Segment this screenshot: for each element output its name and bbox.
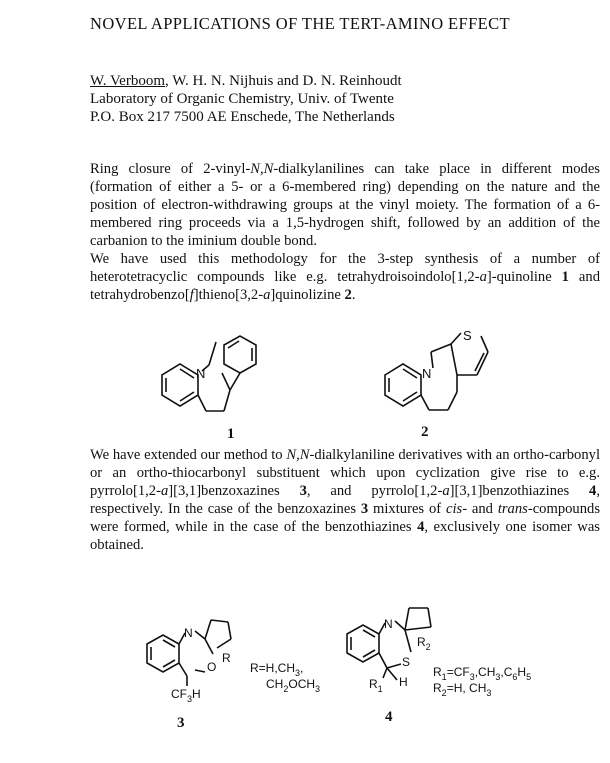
structure-1-diagram <box>140 325 270 445</box>
author-line <box>90 72 402 90</box>
author-block <box>90 72 402 126</box>
text-run: Ring closure of 2-vinyl- <box>90 161 251 177</box>
compound-number: 4 <box>417 519 425 535</box>
text-run: We have used this methodology for the 3-step synthesis of a number of heterotetracyclic compounds like e.g. tetrahydroisoindolo[1,2- <box>90 251 600 285</box>
nitrogen-atom: N <box>422 366 432 381</box>
compound-number: 2 <box>344 287 352 303</box>
r-definition-line-1: $R=H,CH_3$, <box>250 661 304 678</box>
compound-number: 3 <box>299 483 307 499</box>
italic-text: a <box>442 483 450 499</box>
compound-label-3: 3 <box>177 715 185 731</box>
sulfur-atom: S <box>402 655 411 669</box>
paragraph-1 <box>90 160 600 304</box>
text-run: mixtures of <box>368 501 446 517</box>
affiliation: Laboratory of Organic Chemistry, Univ. of Twente <box>90 91 394 107</box>
compound-number: 4 <box>589 483 597 499</box>
nitrogen-atom: N <box>384 617 393 631</box>
paragraph-2 <box>90 446 600 554</box>
oxygen-atom: O <box>207 660 217 674</box>
italic-text: N,N <box>250 161 274 177</box>
italic-text: a <box>160 483 169 499</box>
nitrogen-atom: N <box>184 626 193 640</box>
text-run: ][3,1]benzoxazines <box>168 483 300 499</box>
text-run: and tetrahydrobenzo[ <box>90 269 600 303</box>
r1-substituent: $R_1$ <box>369 677 383 694</box>
text-run: , respectively. In the case of the benzoxazines <box>90 483 600 517</box>
text-run: , and pyrrolo[1,2- <box>306 483 443 499</box>
text-run: -dialkylaniline derivatives with an ortho-carbonyl or an ortho-thiocarbonyl substituent which upon cyclization give rise to e.g. pyrrolo[1,2- <box>90 447 601 499</box>
r2-definition: $R_2=H$, $CH_3$ <box>433 681 492 698</box>
italic-text: N,N <box>286 447 310 463</box>
nitrogen-atom: N <box>196 366 206 381</box>
paper-title: NOVEL APPLICATIONS OF THE TERT-AMINO EFFECT <box>90 14 511 33</box>
r1-definition: $R_1=CF_3,CH_3,C_6H_5$ <box>433 665 532 682</box>
text-run: , exclusively one isomer was obtained. <box>90 519 600 553</box>
text-run: ]thieno[3,2- <box>193 287 264 303</box>
compound-label-1: 1 <box>227 426 235 442</box>
compound-label-2: 2 <box>421 424 429 440</box>
text-run: -dialkylanilines can take place in different modes (formation of either a 5- or a 6-membered ring) depending on the nature and the position of electron-withdrawing groups at the vinyl moiety. The formation of a 6-membered ring proceeds via a 1,5-hydrogen shift, followed by an addition of the carbanion to the iminium double bond. <box>90 161 600 249</box>
address: P.O. Box 217 7500 AE Enschede, The Netherlands <box>90 109 395 125</box>
text-run: -compounds were formed, while in the case of the benzothiazines <box>90 501 600 535</box>
r2-substituent: $R_2$ <box>417 635 431 652</box>
compound-number: 3 <box>360 501 369 517</box>
text-run: ][3,1]benzothiazines <box>449 483 590 499</box>
r-substituent: R <box>222 651 231 665</box>
text-run: ]quinolizine <box>270 287 345 303</box>
sulfur-atom: S <box>463 328 472 343</box>
text-run: We have extended our method to <box>90 447 287 463</box>
text-run: - and <box>462 501 498 517</box>
italic-text: cis <box>445 501 463 517</box>
italic-text: trans <box>497 501 528 517</box>
co-authors: , W. H. N. Nijhuis and D. N. Reinhoudt <box>165 73 402 89</box>
r-definition-line-2: $CH_2OCH_3$ <box>266 677 321 694</box>
cf3h-group: $CF_3H$ <box>171 687 201 704</box>
italic-text: f <box>189 287 194 303</box>
hydrogen-atom: H <box>399 675 408 689</box>
structure-3-diagram <box>125 606 355 741</box>
structure-2-diagram <box>365 330 505 445</box>
compound-number: 1 <box>561 269 569 285</box>
italic-text: a <box>479 269 487 285</box>
structure-4-diagram <box>325 590 585 730</box>
text-run: . <box>351 287 356 303</box>
compound-label-4: 4 <box>385 709 393 725</box>
italic-text: a <box>263 287 271 303</box>
text-run: ]-quinoline <box>486 269 562 285</box>
presenting-author: W. Verboom <box>90 73 165 89</box>
